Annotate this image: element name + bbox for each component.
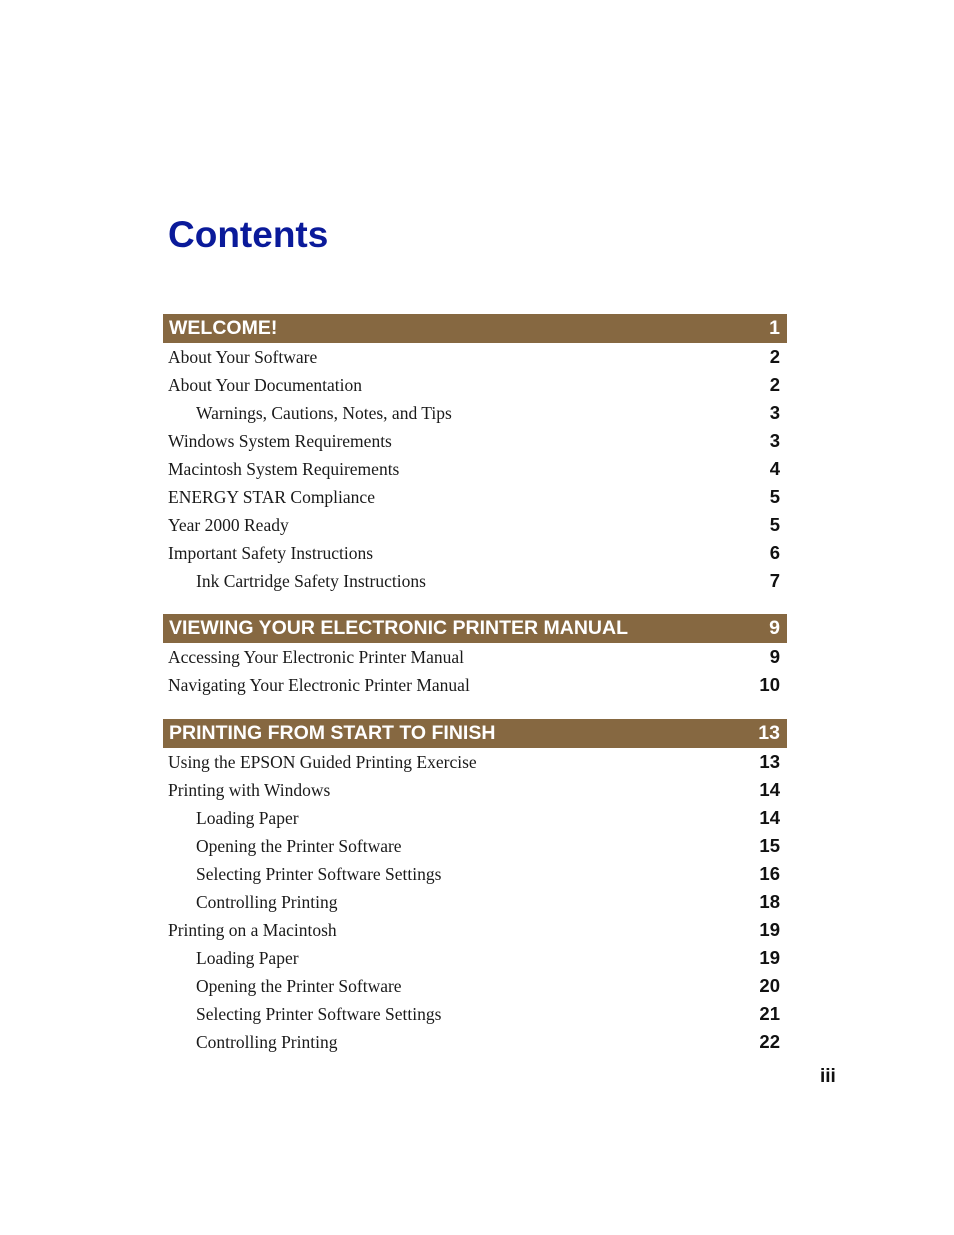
toc-entry[interactable]: [163, 1000, 787, 1028]
toc-entry-title: Selecting Printer Software Settings: [196, 1003, 442, 1024]
toc-entry[interactable]: [163, 539, 787, 567]
toc-entry[interactable]: [163, 643, 787, 671]
toc-entry-title: Loading Paper: [196, 807, 299, 828]
toc-entry-page: 2: [769, 374, 780, 395]
toc-entry-page: 13: [759, 751, 780, 772]
toc-entry[interactable]: [163, 860, 787, 888]
page-title: Contents: [168, 214, 329, 255]
toc-entry[interactable]: [163, 944, 787, 972]
toc-entry[interactable]: [163, 371, 787, 399]
toc-entry-page: 19: [759, 947, 780, 968]
section-header[interactable]: [163, 314, 787, 343]
toc-entry[interactable]: [163, 399, 787, 427]
toc-entry[interactable]: [163, 804, 787, 832]
toc-entry-page: 6: [769, 542, 780, 563]
toc-entry[interactable]: [163, 427, 787, 455]
section-page-number: 9: [769, 617, 780, 639]
toc-entry-title: Important Safety Instructions: [168, 542, 374, 563]
toc-entry-title: Loading Paper: [196, 947, 299, 968]
toc-entry-title: Windows System Requirements: [168, 430, 392, 451]
toc-entry-page: 14: [759, 807, 780, 828]
page-folio: iii: [820, 1066, 836, 1087]
toc-entry[interactable]: [163, 776, 787, 804]
toc-entry[interactable]: [163, 888, 787, 916]
toc-entry-page: 3: [769, 430, 780, 451]
toc-entry-title: Controlling Printing: [196, 891, 338, 912]
toc-entry-page: 18: [759, 891, 780, 912]
toc-entry-page: 3: [769, 402, 780, 423]
toc-entry[interactable]: [163, 483, 787, 511]
toc-section-printing: [163, 719, 787, 1056]
toc-entry-page: 20: [759, 975, 780, 996]
toc-entry[interactable]: [163, 972, 787, 1000]
toc-entry-title: Year 2000 Ready: [168, 514, 289, 535]
toc-entry[interactable]: [163, 671, 787, 699]
toc-entry-page: 7: [769, 570, 780, 591]
toc-entry-title: Ink Cartridge Safety Instructions: [196, 570, 426, 591]
toc-entry-page: 5: [769, 514, 780, 535]
toc-entry[interactable]: [163, 832, 787, 860]
toc-entry-page: 15: [759, 835, 780, 856]
toc-entry-page: 14: [759, 779, 780, 800]
toc-entry-title: Accessing Your Electronic Printer Manual: [168, 646, 464, 667]
toc-entry-title: Printing with Windows: [168, 779, 331, 800]
toc-entry-title: Using the EPSON Guided Printing Exercise: [168, 751, 477, 772]
toc-section-viewing-manual: [163, 614, 787, 699]
section-page-number: 13: [758, 722, 780, 744]
toc-entry[interactable]: [163, 343, 787, 371]
toc-entry[interactable]: [163, 748, 787, 776]
toc-entry-page: 19: [759, 919, 780, 940]
toc-entry-page: 4: [769, 458, 780, 479]
toc-entry[interactable]: [163, 916, 787, 944]
toc-entry[interactable]: [163, 567, 787, 595]
toc-entry[interactable]: [163, 1028, 787, 1056]
toc-entry-page: 2: [769, 346, 780, 367]
toc-entry-title: Opening the Printer Software: [196, 975, 402, 996]
toc-entry-title: ENERGY STAR Compliance: [168, 486, 375, 507]
section-title: PRINTING FROM START TO FINISH: [169, 722, 496, 744]
toc-entry[interactable]: [163, 455, 787, 483]
toc-entry-page: 10: [759, 674, 780, 695]
toc-entry-title: About Your Documentation: [168, 374, 362, 395]
toc-entry[interactable]: [163, 511, 787, 539]
toc-entry-page: 21: [759, 1003, 780, 1024]
toc-entry-page: 16: [759, 863, 780, 884]
toc-entry-page: 5: [769, 486, 780, 507]
toc-entry-page: 22: [759, 1031, 780, 1052]
toc-entry-title: Controlling Printing: [196, 1031, 338, 1052]
section-page-number: 1: [769, 317, 780, 339]
toc-entry-title: Printing on a Macintosh: [168, 919, 337, 940]
toc-entry-title: Navigating Your Electronic Printer Manual: [168, 674, 470, 695]
section-title: WELCOME!: [169, 317, 278, 339]
section-header[interactable]: [163, 614, 787, 643]
toc-entry-page: 9: [769, 646, 780, 667]
section-header[interactable]: [163, 719, 787, 748]
toc-entry-title: Opening the Printer Software: [196, 835, 402, 856]
section-title: VIEWING YOUR ELECTRONIC PRINTER MANUAL: [169, 617, 628, 639]
toc-section-welcome: [163, 314, 787, 595]
toc-entry-title: Macintosh System Requirements: [168, 458, 400, 479]
toc-entry-title: Selecting Printer Software Settings: [196, 863, 442, 884]
toc-entry-title: About Your Software: [168, 346, 318, 367]
toc-entry-title: Warnings, Cautions, Notes, and Tips: [196, 402, 452, 423]
